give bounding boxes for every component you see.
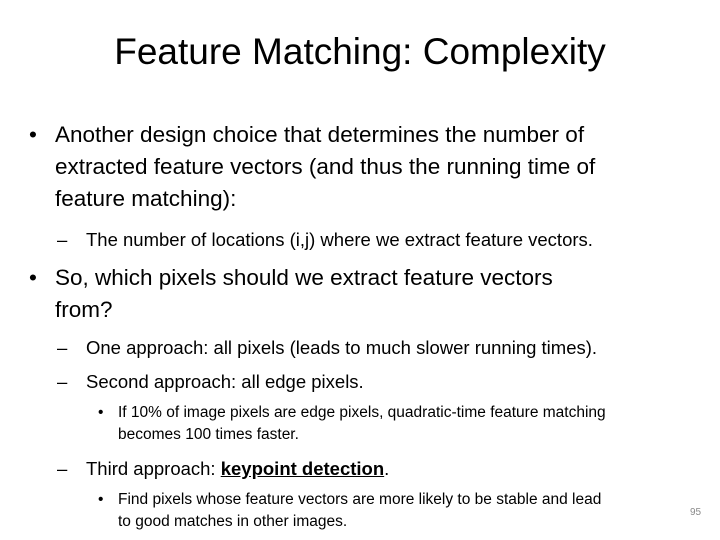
bullet-1: [29, 119, 596, 215]
bullet-2-sub-3-text: [86, 456, 389, 482]
dash-marker: –: [57, 458, 68, 479]
third-approach-suffix: .: [384, 458, 390, 479]
bullet-2-sub-3-detail: [98, 489, 602, 533]
page-number: 95: [690, 507, 702, 518]
dash-marker: –: [57, 229, 68, 250]
dash-marker: –: [57, 337, 68, 358]
bullet-2-line-1: So, which pixels should we extract feature vectors: [55, 265, 553, 290]
bullet-2-sub-2-detail: [98, 402, 606, 446]
bullet-1-sub-1-text: The number of locations (i,j) where we extract feature vectors.: [86, 229, 593, 250]
slide-title: Feature Matching: Complexity: [114, 31, 606, 72]
dash-marker: –: [57, 371, 68, 392]
bullet-2-sub-1-text: One approach: all pixels (leads to much slower running times).: [86, 337, 598, 358]
bullet-2-sub-2: [57, 369, 364, 395]
detail-line-1: If 10% of image pixels are edge pixels, quadratic-time feature matching: [118, 404, 606, 421]
detail-line-1: Find pixels whose feature vectors are more likely to be stable and lead: [118, 491, 602, 508]
detail-line-2: becomes 100 times faster.: [118, 426, 299, 443]
bullet-1-sub-1: [57, 227, 593, 253]
bullet-2-sub-1: [57, 335, 598, 361]
bullet-marker: •: [29, 122, 37, 147]
bullet-2: [29, 262, 553, 326]
bullet-marker: •: [98, 404, 104, 421]
keypoint-detection-keyword: keypoint detection: [220, 458, 385, 479]
bullet-1-line-1: Another design choice that determines the number of: [55, 122, 585, 147]
bullet-2-sub-2-text: Second approach: all edge pixels.: [86, 371, 364, 392]
third-approach-prefix: Third approach:: [86, 458, 221, 479]
bullet-2-sub-3: [57, 456, 390, 482]
bullet-1-line-2: extracted feature vectors (and thus the running time of: [55, 154, 596, 179]
bullet-1-line-3: feature matching):: [55, 186, 237, 211]
bullet-2-line-2: from?: [55, 297, 113, 322]
bullet-marker: •: [98, 491, 104, 508]
detail-line-2: to good matches in other images.: [118, 513, 348, 530]
bullet-marker: •: [29, 265, 37, 290]
